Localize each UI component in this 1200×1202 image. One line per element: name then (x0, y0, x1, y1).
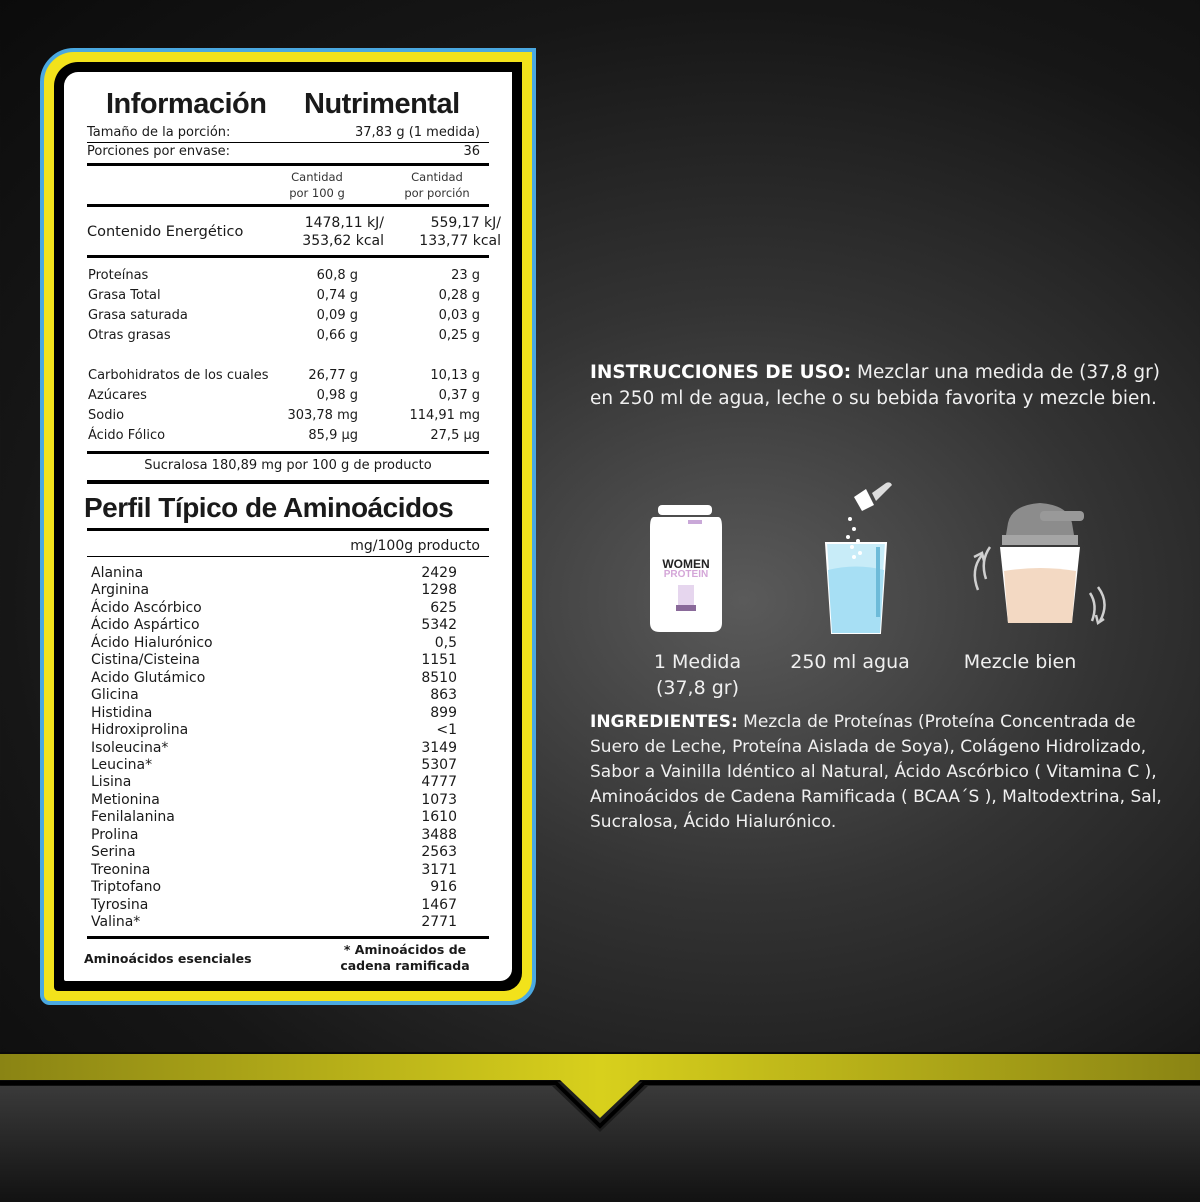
nutrient-per-serving: 27,5 µg (430, 428, 480, 443)
instructions-heading: INSTRUCCIONES DE USO: (590, 362, 852, 383)
divider (87, 142, 489, 143)
energy-per100 (302, 214, 384, 250)
nutrient-label: Ácido Fólico (88, 428, 166, 443)
amino-row (64, 879, 512, 896)
nutrient-per-serving: 0,03 g (438, 308, 480, 323)
amino-row (64, 792, 512, 809)
amino-name: Fenilalanina (91, 809, 175, 826)
amino-name: Treonina (91, 861, 151, 878)
nutrient-label: Sodio (88, 408, 125, 423)
instructions-text: Mezclar una medida de (37,8 gr) en 250 ml de agua, leche o su bebida favorita y mezcle bien. (590, 362, 1160, 409)
amino-row (64, 652, 512, 669)
nutrient-per100: 85,9 µg (308, 428, 358, 443)
step-water-label: 250 ml agua (790, 651, 910, 673)
amino-footer-bcaa-line1: * Aminoácidos de (343, 942, 467, 957)
energy-per-serving (419, 214, 501, 250)
amino-row (64, 687, 512, 704)
amino-value: 2563 (421, 844, 457, 861)
nutrient-per100: 26,77 g (308, 368, 358, 383)
amino-value: 5307 (421, 756, 457, 773)
amino-value: 1467 (421, 896, 457, 913)
energy-per100-kj: 1478,11 kJ/ (304, 215, 384, 231)
instructions (590, 360, 1170, 412)
nutrient-per-serving: 0,25 g (438, 328, 480, 343)
energy-serving-kcal: 133,77 kcal (419, 233, 501, 249)
servings-label: Porciones por envase: (87, 144, 230, 159)
amino-value: 1073 (421, 791, 457, 808)
amino-name: Serina (91, 844, 136, 861)
nutrient-per100: 0,66 g (316, 328, 358, 343)
step-scoop-line2: (37,8 gr) (655, 677, 740, 699)
amino-value: 8510 (421, 669, 457, 686)
step-scoop-line1: 1 Medida (653, 651, 742, 673)
amino-value: 3488 (421, 826, 457, 843)
nutrition-label-frame (40, 48, 536, 1005)
amino-row (64, 774, 512, 791)
divider-thick (87, 204, 489, 207)
nutrient-label: Carbohidratos de los cuales (88, 368, 269, 383)
amino-row (64, 809, 512, 826)
amino-row (64, 617, 512, 634)
amino-title: Perfil Típico de Aminoácidos (84, 492, 454, 523)
amino-value: <1 (436, 722, 457, 739)
nutrition-title-right: Nutrimental (304, 88, 460, 120)
divider (87, 556, 489, 557)
amino-footer-bcaa (340, 942, 470, 974)
jar-brand-line2: PROTEIN (663, 569, 709, 580)
ingredients-heading: INGREDIENTES: (590, 712, 738, 732)
amino-name: Ácido Hialurónico (91, 634, 213, 651)
amino-value: 625 (430, 599, 457, 616)
amino-row (64, 757, 512, 774)
amino-value: 0,5 (434, 634, 457, 651)
amino-value: 1610 (421, 809, 457, 826)
amino-footer-bcaa-line2: cadena ramificada (340, 958, 470, 973)
col-header-serving-line1: Cantidad (411, 170, 463, 184)
nutrient-per100: 0,74 g (316, 288, 358, 303)
amino-value: 3149 (421, 739, 457, 756)
amino-row (64, 565, 512, 582)
step-mix-label: Mezcle bien (963, 651, 1077, 673)
amino-name: Isoleucina* (91, 739, 169, 756)
amino-name: Glicina (91, 687, 139, 704)
col-header-per100-line1: Cantidad (291, 170, 343, 184)
col-header-per-serving (387, 169, 487, 201)
sucralose-note: Sucralosa 180,89 mg por 100 g de producto (144, 458, 432, 473)
col-header-per100-line2: por 100 g (289, 186, 345, 200)
nutrient-per100: 60,8 g (316, 268, 358, 283)
preparation-steps-illustration (640, 475, 1110, 645)
energy-label: Contenido Energético (87, 224, 244, 240)
jar-brand-line1: WOMEN (662, 557, 710, 571)
amino-row (64, 844, 512, 861)
amino-name: Triptofano (91, 879, 162, 896)
nutrition-label-border (54, 62, 522, 991)
nutrient-per100: 303,78 mg (287, 408, 358, 423)
col-header-per100 (269, 169, 365, 201)
amino-row (64, 827, 512, 844)
step-scoop-label (630, 649, 765, 701)
amino-row (64, 670, 512, 687)
shaker-icon (1000, 503, 1084, 623)
amino-value: 863 (430, 687, 457, 704)
col-header-serving-line2: por porción (404, 186, 470, 200)
amino-name: Alanina (91, 565, 144, 581)
divider-thick (87, 255, 489, 258)
amino-value: 2771 (421, 914, 457, 930)
amino-row (64, 582, 512, 599)
nutrient-per-serving: 10,13 g (430, 368, 480, 383)
nutrient-label: Otras grasas (88, 328, 171, 343)
nutrient-per100: 0,98 g (316, 388, 358, 403)
amino-unit-header: mg/100g producto (350, 538, 480, 554)
energy-serving-kj: 559,17 kJ/ (430, 215, 501, 231)
protein-jar-icon (650, 505, 722, 632)
serving-size-value: 37,83 g (1 medida) (354, 125, 480, 140)
amino-name: Valina* (91, 914, 141, 930)
amino-name: Hidroxiprolina (91, 722, 189, 739)
nutrient-label: Azúcares (88, 388, 147, 403)
nutrient-per100: 0,09 g (316, 308, 358, 323)
ingredients (590, 710, 1170, 835)
amino-name: Histidina (91, 704, 153, 721)
amino-value: 3171 (421, 861, 457, 878)
nutrition-title-left: Información (106, 88, 267, 120)
divider-thick (87, 480, 489, 484)
amino-name: Metionina (91, 791, 160, 808)
amino-row (64, 740, 512, 757)
amino-value: 4777 (421, 774, 457, 791)
nutrient-label: Proteínas (88, 268, 149, 283)
divider-thick (87, 936, 489, 939)
scoop-icon (854, 482, 892, 511)
amino-name: Leucina* (91, 756, 153, 773)
amino-value: 5342 (421, 617, 457, 634)
divider-thick (87, 451, 489, 454)
amino-row (64, 600, 512, 617)
amino-row (64, 635, 512, 652)
nutrient-per-serving: 0,37 g (438, 388, 480, 403)
amino-value: 899 (430, 704, 457, 721)
serving-size-label: Tamaño de la porción: (87, 125, 231, 140)
amino-row (64, 705, 512, 722)
nutrition-label (64, 72, 512, 981)
amino-value: 1298 (421, 582, 457, 599)
amino-name: Prolina (91, 826, 139, 843)
nutrient-label: Grasa saturada (88, 308, 188, 323)
amino-row (64, 914, 512, 931)
amino-value: 916 (430, 879, 457, 896)
nutrient-per-serving: 23 g (451, 268, 480, 283)
nutrient-per-serving: 114,91 mg (409, 408, 480, 423)
amino-name: Cistina/Cisteina (91, 652, 200, 669)
amino-footer-essential: Aminoácidos esenciales (84, 951, 252, 966)
ingredients-text: Mezcla de Proteínas (Proteína Concentrada de Suero de Leche, Proteína Aislada de Soya), Colágeno Hidrolizado, Sabor a Vainilla Idéntico al Natural, Ácido Ascórbico ( Vitamina C ), Aminoácidos de Cadena Ramificada ( BCAA´S ), Maltodextrina, Sal, Sucralosa, Ácido Hialurónico. (590, 712, 1162, 832)
amino-name: Ácido Aspártico (91, 617, 200, 634)
amino-row (64, 862, 512, 879)
amino-value: 1151 (421, 652, 457, 669)
divider-thick (87, 528, 489, 531)
amino-name: Acido Glutámico (91, 669, 206, 686)
nutrient-label: Grasa Total (88, 288, 161, 303)
decorative-stripe (0, 1052, 1200, 1202)
amino-name: Ácido Ascórbico (91, 599, 202, 616)
amino-row (64, 722, 512, 739)
nutrient-per-serving: 0,28 g (438, 288, 480, 303)
amino-name: Lisina (91, 774, 132, 791)
servings-value: 36 (463, 144, 480, 159)
energy-per100-kcal: 353,62 kcal (302, 233, 384, 249)
water-glass-icon (826, 517, 886, 633)
amino-row (64, 897, 512, 914)
amino-name: Tyrosina (91, 896, 149, 913)
amino-value: 2429 (421, 565, 457, 581)
amino-name: Arginina (91, 582, 150, 599)
divider-thick (87, 163, 489, 166)
